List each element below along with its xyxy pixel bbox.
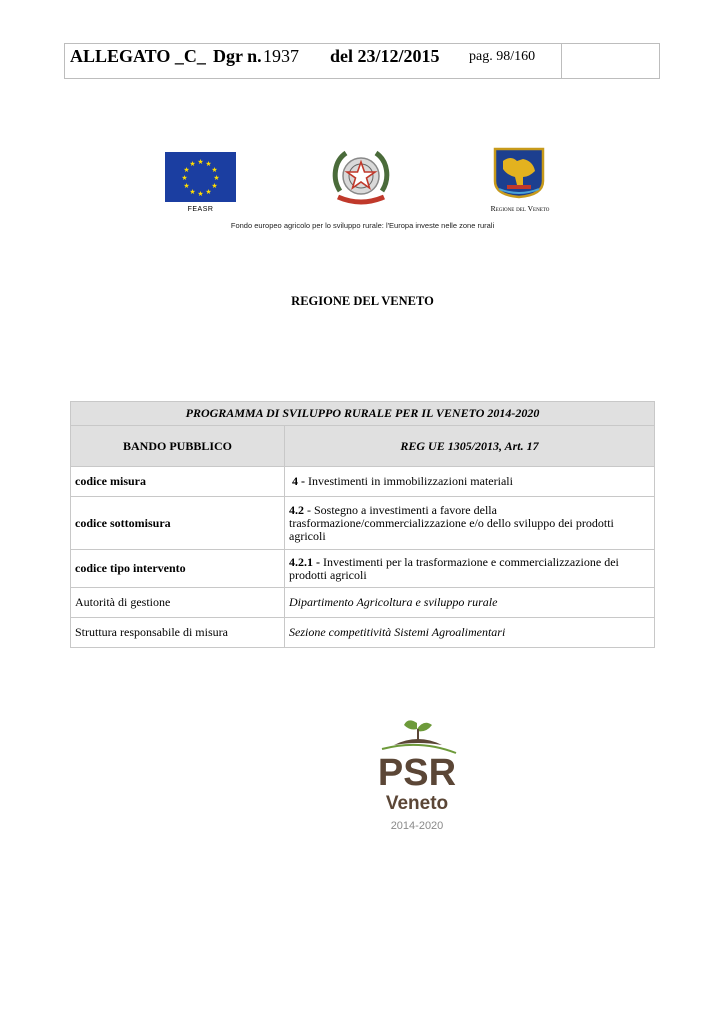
veneto-caption: Regione del Veneto (490, 204, 550, 213)
table-title-row (71, 402, 655, 426)
italian-republic-emblem (330, 145, 392, 211)
psr-veneto-logo (372, 715, 462, 835)
bando-label: BANDO PUBBLICO (71, 426, 285, 467)
psr-text: PSR (377, 752, 457, 794)
row-value (285, 550, 655, 588)
regione-veneto-logo (493, 147, 545, 199)
allegato-label: ALLEGATO _C_ (70, 46, 206, 66)
svg-text:★: ★ (183, 182, 190, 190)
svg-text:★: ★ (211, 182, 218, 190)
row-text: Investimenti in immobilizzazioni materiali (308, 474, 513, 488)
eu-caption: FEASR (187, 206, 214, 213)
svg-text:★: ★ (211, 166, 218, 174)
row-label: codice misura (71, 467, 285, 497)
table-title: PROGRAMMA DI SVILUPPO RURALE PER IL VENETO 2014-2020 (71, 402, 655, 426)
row-value: Dipartimento Agricoltura e sviluppo rurale (285, 588, 655, 618)
row-code: 4.2.1 - (289, 554, 320, 569)
veneto-text: Veneto (385, 793, 449, 814)
eu-flag-logo (165, 152, 236, 202)
row-value: Sezione competitività Sistemi Agroalimentari (285, 618, 655, 648)
bando-row (71, 426, 655, 467)
table-row (71, 467, 655, 497)
svg-text:★: ★ (213, 174, 220, 182)
document-header (64, 43, 660, 79)
bando-info-table (70, 401, 655, 648)
header-empty-cell (561, 44, 659, 78)
dgr-label: Dgr n. (213, 46, 262, 66)
row-label: Autorità di gestione (71, 588, 285, 618)
years-text: 2014-2020 (390, 820, 444, 832)
row-label: codice sottomisura (71, 497, 285, 550)
page-number: pag. 98/160 (469, 49, 536, 64)
svg-text:★: ★ (197, 158, 204, 166)
table-row (71, 497, 655, 550)
svg-text:★: ★ (205, 160, 212, 168)
row-text: - Sostegno a investimenti a favore della trasformazione/commercializzazione e/o dello sviluppo dei prodotti agricoli (289, 502, 614, 543)
bando-reg: REG UE 1305/2013, Art. 17 (285, 426, 655, 467)
row-label: codice tipo intervento (71, 550, 285, 588)
svg-text:★: ★ (181, 174, 188, 182)
table-row (71, 550, 655, 588)
row-code: 4 - (292, 474, 305, 488)
header-main-cell (65, 44, 562, 78)
svg-text:★: ★ (189, 188, 196, 196)
table-row (71, 588, 655, 618)
svg-text:★: ★ (197, 190, 204, 198)
row-value (285, 467, 655, 497)
row-label: Struttura responsabile di misura (71, 618, 285, 648)
table-row (71, 618, 655, 648)
svg-text:★: ★ (183, 166, 190, 174)
row-value (285, 497, 655, 550)
svg-text:★: ★ (189, 160, 196, 168)
date-label: del 23/12/2015 (330, 46, 440, 66)
row-code: 4.2 (289, 502, 304, 517)
dgr-number: 1937 (263, 46, 299, 66)
feasr-caption: Fondo europeo agricolo per lo sviluppo rurale: l'Europa investe nelle zone rurali (230, 221, 495, 230)
page-title: REGIONE DEL VENETO (291, 294, 434, 308)
svg-text:★: ★ (205, 188, 212, 196)
row-text: Investimenti per la trasformazione e commercializzazione dei prodotti agricoli (289, 554, 619, 582)
